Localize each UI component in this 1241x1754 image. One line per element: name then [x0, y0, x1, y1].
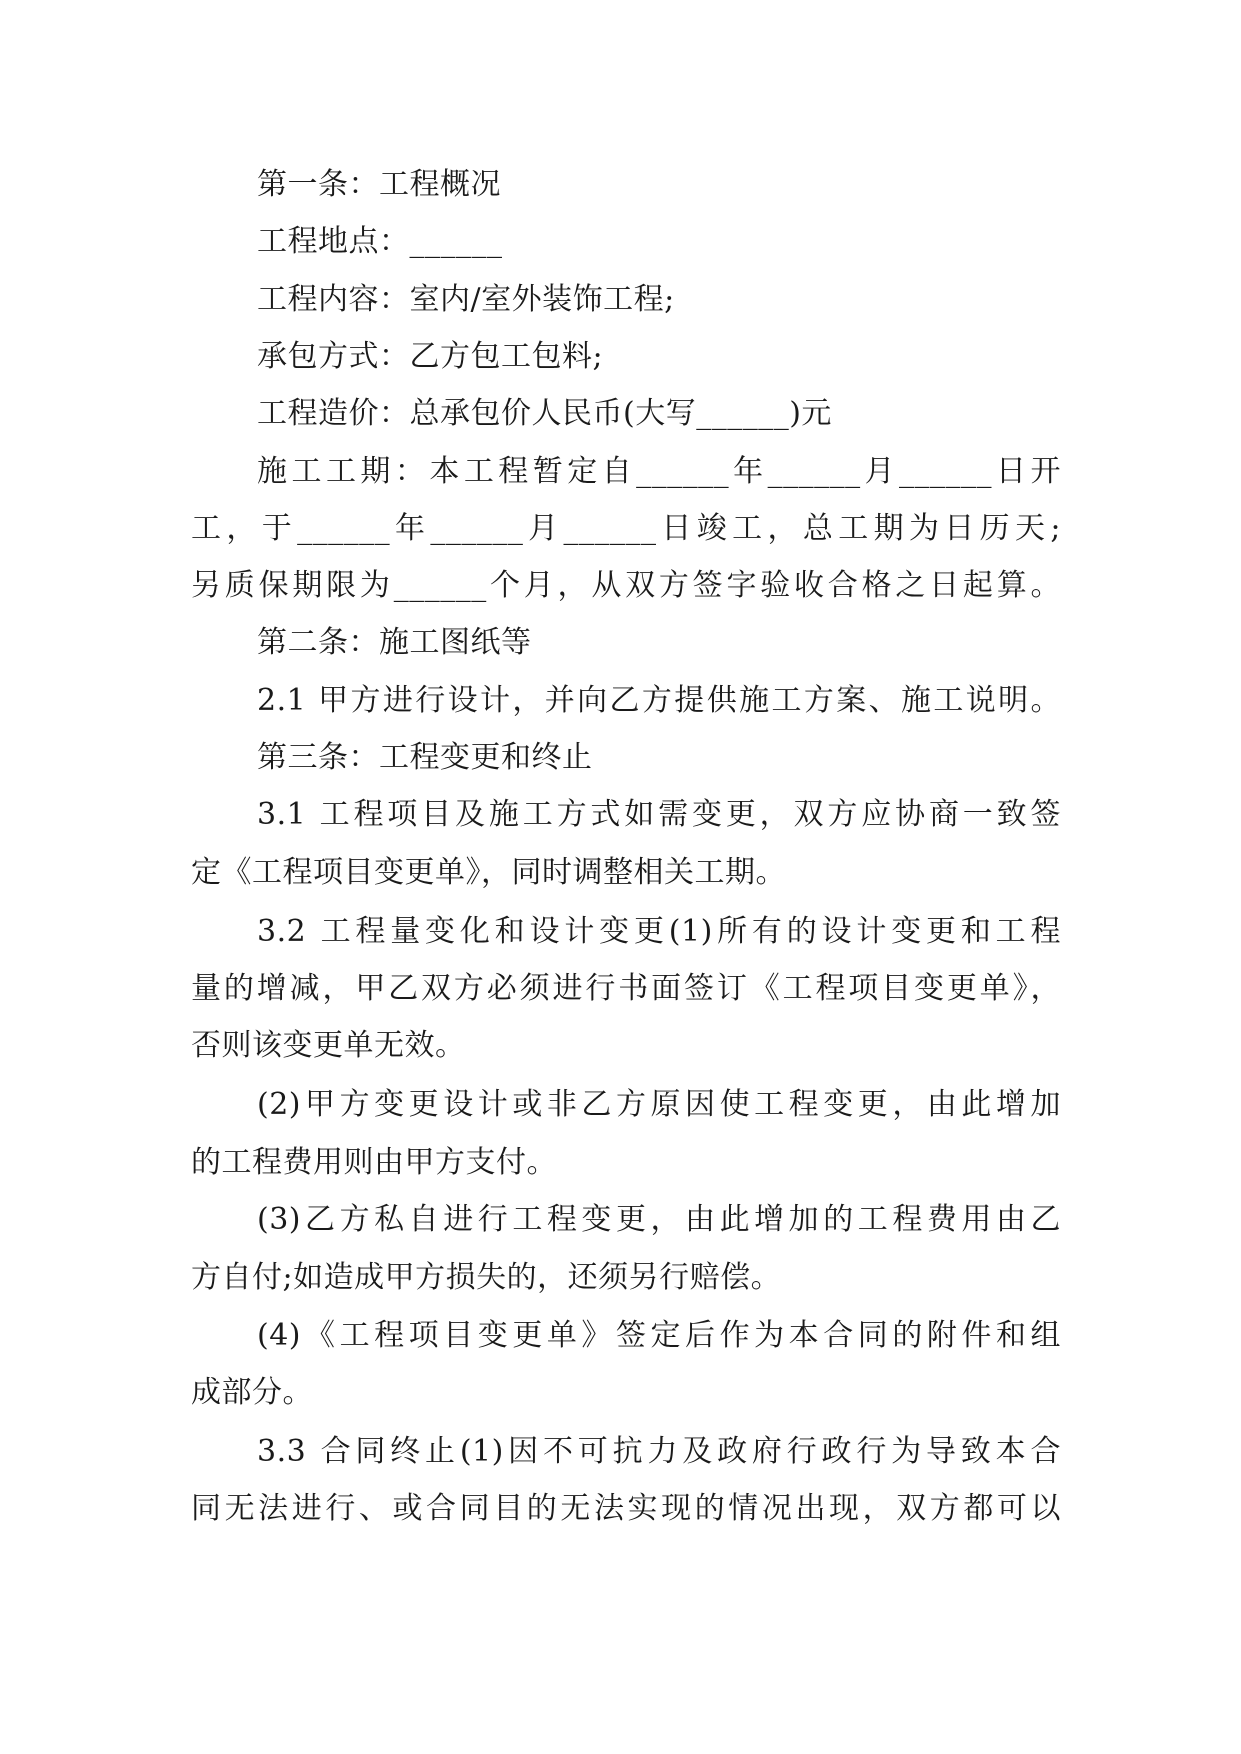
paragraph-line: 否则该变更单无效。 — [191, 1028, 466, 1063]
paragraph-line: (3)乙方私自进行工程变更，由此增加的工程费用由乙 — [257, 1202, 1061, 1237]
paragraph-line: 定《工程项目变更单》，同时调整相关工期。 — [191, 855, 786, 890]
paragraph-line: 量的增减，甲乙双方必须进行书面签订《工程项目变更单》， — [191, 971, 1061, 1006]
heading-article-1: 第一条：工程概况 — [257, 167, 501, 202]
paragraph-line: 工程造价：总承包价人民币(大写______)元 — [257, 396, 832, 431]
paragraph-line: 另质保期限为______个月，从双方签字验收合格之日起算。 — [191, 568, 1061, 603]
paragraph-line: 2.1 甲方进行设计，并向乙方提供施工方案、施工说明。 — [257, 683, 1061, 718]
paragraph-line: 成部分。 — [191, 1375, 313, 1410]
paragraph-line: 工程地点：______ — [257, 224, 503, 259]
heading-article-2: 第二条：施工图纸等 — [257, 625, 532, 660]
paragraph-line: 方自付;如造成甲方损失的，还须另行赔偿。 — [191, 1260, 782, 1295]
paragraph-line: 工，于______年______月______日竣工，总工期为日历天; — [191, 511, 1061, 546]
paragraph-line: 承包方式：乙方包工包料; — [257, 339, 604, 374]
paragraph-line: 3.1 工程项目及施工方式如需变更，双方应协商一致签 — [257, 797, 1061, 832]
paragraph-line: (4)《工程项目变更单》签定后作为本合同的附件和组 — [257, 1318, 1061, 1353]
paragraph-line: 3.2 工程量变化和设计变更(1)所有的设计变更和工程 — [257, 914, 1061, 949]
paragraph-line: (2)甲方变更设计或非乙方原因使工程变更，由此增加 — [257, 1087, 1061, 1122]
heading-article-3: 第三条：工程变更和终止 — [257, 740, 593, 775]
paragraph-line: 施工工期：本工程暂定自______年______月______日开 — [257, 454, 1061, 489]
paragraph-line: 同无法进行、或合同目的无法实现的情况出现，双方都可以 — [191, 1491, 1061, 1526]
paragraph-line: 的工程费用则由甲方支付。 — [191, 1145, 557, 1180]
paragraph-line: 工程内容：室内/室外装饰工程; — [257, 282, 675, 317]
paragraph-line: 3.3 合同终止(1)因不可抗力及政府行政行为导致本合 — [257, 1434, 1061, 1469]
